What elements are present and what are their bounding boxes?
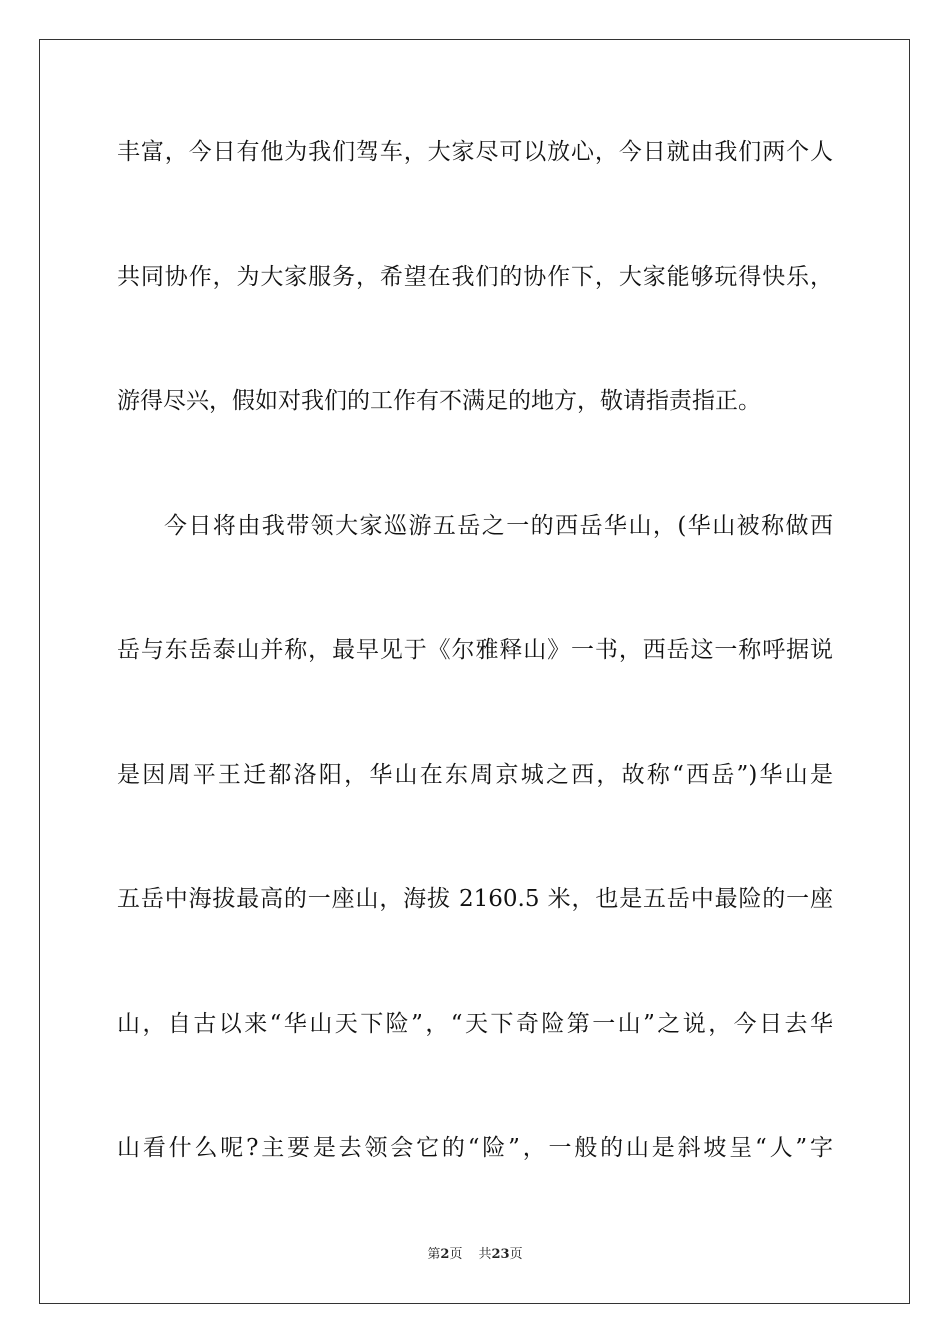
page-prefix: 第 — [427, 1247, 441, 1262]
page-suffix: 页 — [449, 1247, 463, 1262]
text-line-8: 山，自古以来“华山天下险”，“天下奇险第一山”之说，今日去华 — [117, 1011, 833, 1037]
text-line-2: 共同协作，为大家服务，希望在我们的协作下，大家能够玩得快乐， — [117, 264, 833, 290]
text-line-3: 游得尽兴，假如对我们的工作有不满足的地方，敬请指责指正。 — [117, 388, 761, 414]
text-line-9: 山看什么呢?主要是去领会它的“险”，一般的山是斜坡呈“人”字 — [117, 1135, 833, 1161]
page-footer — [0, 1246, 950, 1264]
text-line-5: 岳与东岳泰山并称，最早见于《尔雅释山》一书，西岳这一称呼据说 — [117, 637, 833, 663]
page-number: 2 — [440, 1247, 450, 1262]
text-line-1: 丰富，今日有他为我们驾车，大家尽可以放心，今日就由我们两个人 — [117, 139, 833, 165]
total-pages: 23 — [491, 1247, 510, 1262]
text-line-4: 今日将由我带领大家巡游五岳之一的西岳华山，(华山被称做西 — [164, 513, 833, 539]
total-prefix: 共 — [478, 1247, 492, 1262]
text-line-6: 是因周平王迁都洛阳，华山在东周京城之西，故称“西岳”)华山是 — [117, 762, 833, 788]
page-border — [39, 39, 910, 1304]
text-line-7: 五岳中海拔最高的一座山，海拔 2160.5 米，也是五岳中最险的一座 — [117, 886, 833, 912]
total-suffix: 页 — [509, 1247, 523, 1262]
